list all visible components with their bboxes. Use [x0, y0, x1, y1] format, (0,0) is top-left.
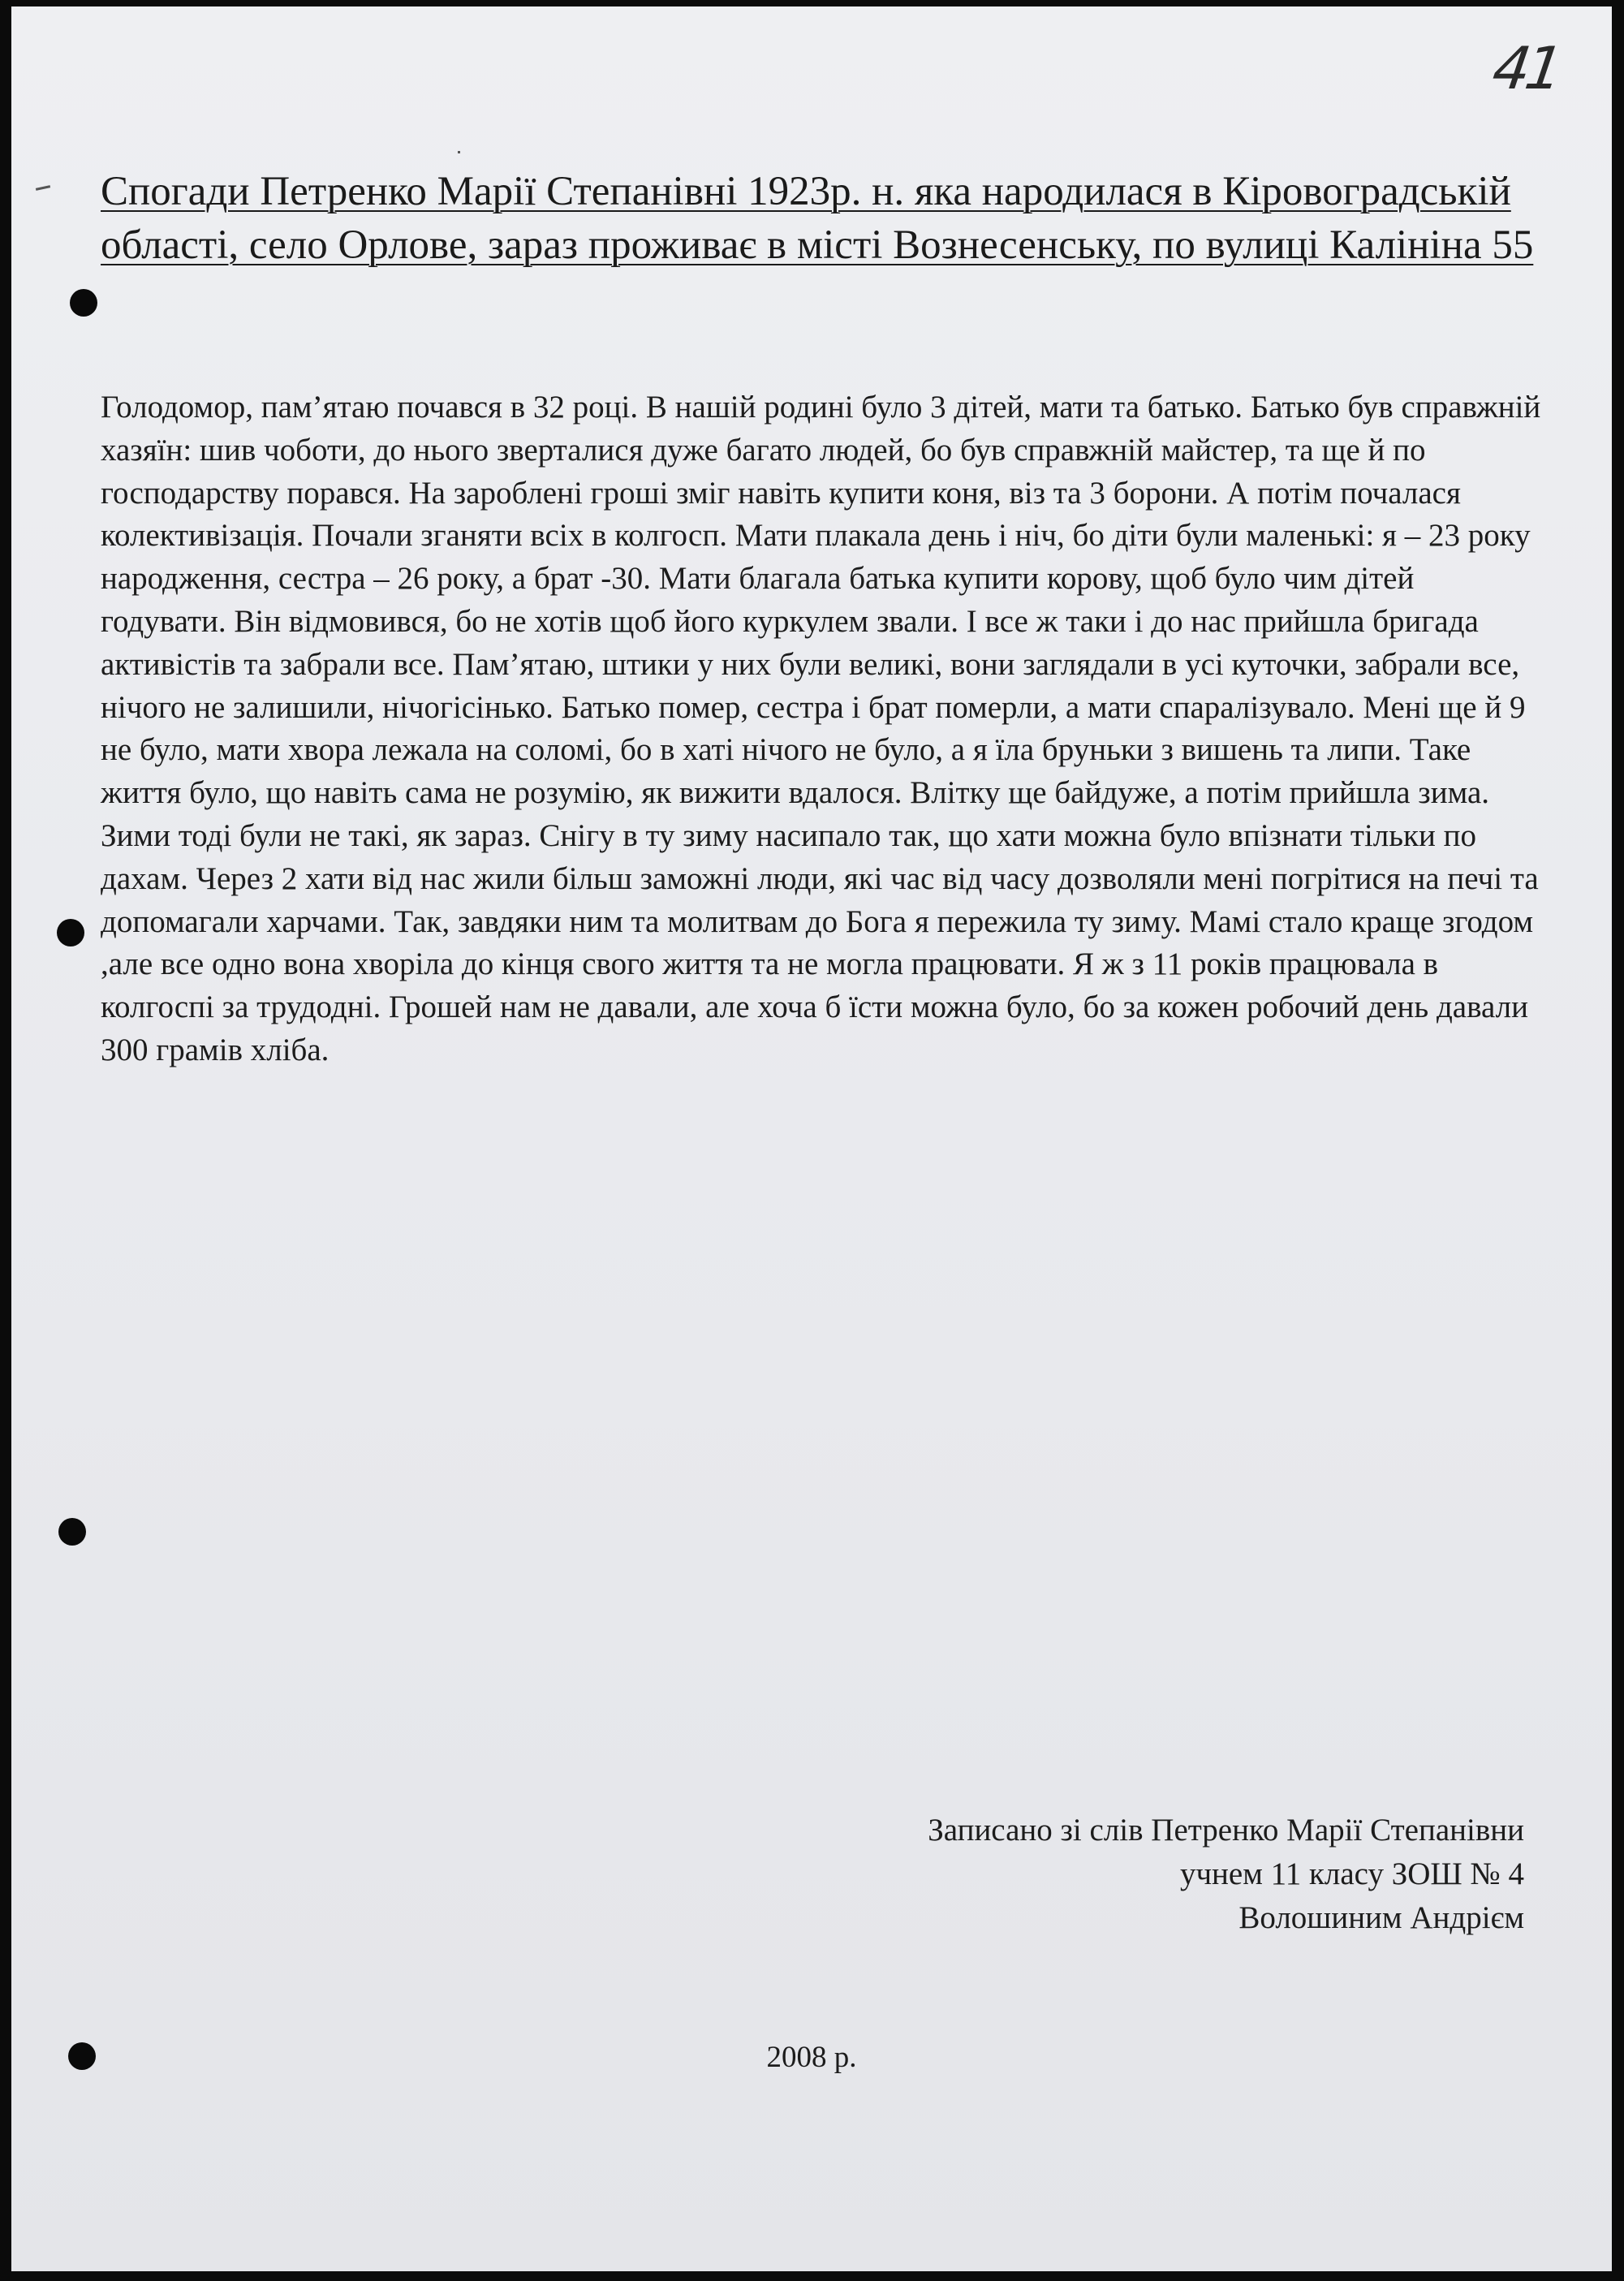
punch-hole-2 — [57, 919, 84, 946]
punch-hole-1 — [70, 289, 97, 317]
document-title — [101, 165, 1562, 272]
stray-mark-1 — [36, 185, 50, 191]
signature-line-2: учнем 11 класу ЗОШ № 4 — [1179, 1856, 1524, 1891]
punch-hole-3 — [58, 1518, 86, 1546]
signature-line-3: Волошиним Андрієм — [1238, 1900, 1524, 1935]
document-year: 2008 р. — [766, 2041, 857, 2074]
punch-hole-4 — [68, 2042, 96, 2070]
stray-mark-2 — [458, 151, 460, 153]
signature-line-1: Записано зі слів Петренко Марії Степанівни — [928, 1813, 1524, 1848]
signature-block — [928, 1809, 1524, 1940]
page-number: 41 — [1488, 34, 1563, 102]
document-page — [11, 6, 1612, 2271]
document-title-text: Спогади Петренко Марії Степанівні 1923р. н. яка народилася в Кіровоградській області, село Орлове, зараз проживає в місті Вознесенську, по вулиці Калініна 55 — [101, 169, 1534, 268]
memoir-body-text: Голодомор, пам’ятаю почався в 32 році. В нашій родині було 3 дітей, мати та батько. Батько був справжній хазяїн: шив чоботи, до нього зверталися дуже багато людей, бо був справжній майстер, та ще й по господарству порався. На зароблені гроші зміг навіть купити коня, віз та 3 борони. А потім почалася колективізація. Почали зганяти всіх в колгосп. Мати плакала день і ніч, бо діти були маленькі: я – 23 року народження, сестра – 26 року, а брат -30. Мати благала батька купити корову, щоб було чим дітей годувати. Він відмовився, бо не хотів щоб його куркулем звали. І все ж таки і до нас прийшла бригада активістів та забрали все. Пам’ятаю, штики у них були великі, вони заглядали в усі куточки, забрали все, нічого не залишили, нічогісінько. Батько помер, сестра і брат померли, а мати спаралізувало. Мені ще й 9 не було, мати хвора лежала на соломі, бо в хаті нічого не було, а я їла бруньки з вишень та липи. Таке життя було, що навіть сама не розумію, як вижити вдалося. Влітку ще байдуже, а потім прийшла зима. Зими тоді були не такі, як зараз. Снігу в ту зиму насипало так, що хати можна було впізнати тільки по дахам. Через 2 хати від нас жили більш заможні люди, які час від часу дозволяли мені погрітися на печі та допомагали харчами. Так, завдяки ним та молитвам до Бога я пережила ту зиму. Мамі стало краще згодом ,але все одно вона хворіла до кінця свого життя та не могла працювати. Я ж з 11 років працювала в колгоспі за трудодні. Грошей нам не давали, але хоча б їсти можна було, бо за кожен робочий день давали 300 грамів хліба. — [101, 390, 1541, 1067]
